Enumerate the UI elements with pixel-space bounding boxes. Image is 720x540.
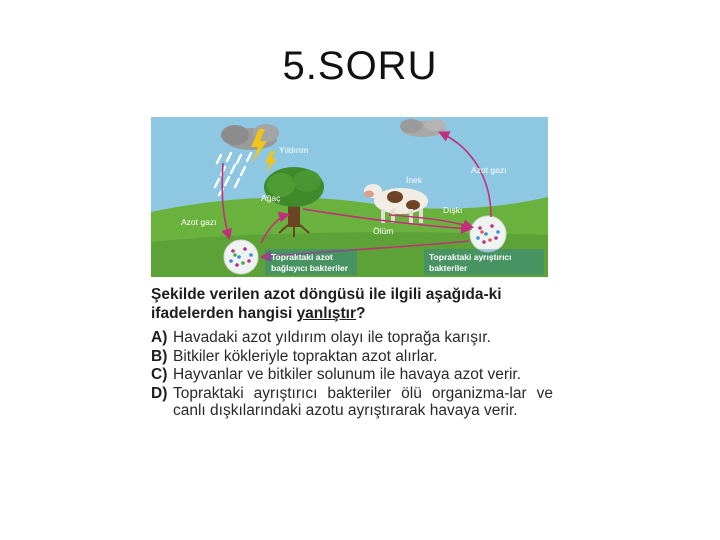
slide-title: 5.SORU xyxy=(282,44,438,88)
decomposer-bacteria-label xyxy=(424,249,544,275)
fixing-bacteria-label xyxy=(265,249,357,275)
option-letter: B) xyxy=(151,347,168,365)
option-d[interactable] xyxy=(151,385,553,420)
cloud-icon xyxy=(400,119,446,137)
death-label: Ölüm xyxy=(373,226,394,236)
option-letter: D) xyxy=(151,384,168,402)
nitrogen-gas-label-left: Azot gazı xyxy=(181,217,217,227)
svg-text:bağlayıcı bakteriler: bağlayıcı bakteriler xyxy=(271,263,349,273)
cow-label: İnek xyxy=(406,175,423,185)
svg-text:bakteriler: bakteriler xyxy=(429,263,468,273)
lightning-label: Yıldırım xyxy=(279,145,309,155)
nitrogen-cycle-diagram xyxy=(151,117,548,277)
option-text: Bitkiler kökleriyle topraktan azot alırlar. xyxy=(173,347,438,365)
option-c[interactable] xyxy=(151,366,553,384)
option-a[interactable] xyxy=(151,329,553,347)
option-text: Topraktaki ayrıştırıcı bakteriler ölü organizma-lar ve canlı dışkılarındaki azotu ayrıştırarak havaya verir. xyxy=(173,384,553,419)
nitrogen-fixing-bacteria-circle xyxy=(224,240,258,274)
question-stem-text: Şekilde verilen azot döngüsü ile ilgili aşağıda-ki ifadelerden hangisi xyxy=(151,286,502,322)
feces-label: Dışkı xyxy=(443,205,463,215)
question-stem xyxy=(151,285,553,323)
svg-text:Topraktaki azot: Topraktaki azot xyxy=(271,252,333,262)
option-letter: A) xyxy=(151,329,168,346)
question-emphasis: yanlıştır xyxy=(296,305,357,322)
tree-label: Ağaç xyxy=(261,193,281,203)
decomposer-bacteria-circle xyxy=(470,216,506,252)
question-block xyxy=(151,285,553,421)
option-b[interactable] xyxy=(151,348,553,366)
option-letter: C) xyxy=(151,366,168,383)
nitrogen-gas-label-right: Azot gazı xyxy=(471,165,507,175)
svg-text:Topraktaki ayrıştırıcı: Topraktaki ayrıştırıcı xyxy=(429,252,512,262)
option-text: Hayvanlar ve bitkiler solunum ile havaya azot verir. xyxy=(173,366,522,383)
question-stem-end: ? xyxy=(356,305,366,322)
option-text: Havadaki azot yıldırım olayı ile toprağa karışır. xyxy=(173,329,491,346)
